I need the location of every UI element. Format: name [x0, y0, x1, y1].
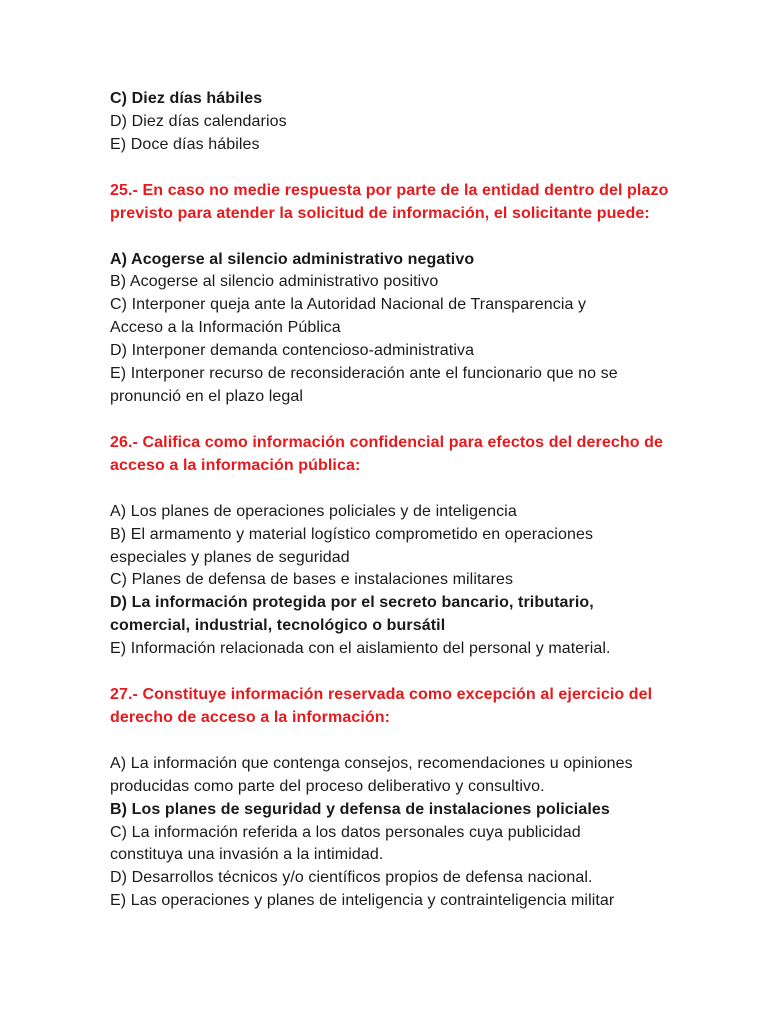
option-line: pronunció en el plazo legal	[110, 387, 304, 405]
option-line: A) Acogerse al silencio administrativo negativo	[110, 250, 475, 268]
option-line: B) El armamento y material logístico comprometido en operaciones	[110, 525, 594, 543]
option-line: A) La información que contenga consejos, recomendaciones u opiniones	[110, 754, 633, 772]
option-line: producidas como parte del proceso deliberativo y consultivo.	[110, 777, 545, 795]
option-line: B) Los planes de seguridad y defensa de instalaciones policiales	[110, 800, 610, 818]
spacer	[110, 226, 670, 249]
option-line: C) La información referida a los datos personales cuya publicidad	[110, 823, 581, 841]
question-text: previsto para atender la solicitud de información, el solicitante puede:	[110, 204, 650, 222]
option-line: D) Interponer demanda contencioso-administrativa	[110, 342, 475, 360]
option-line: C) Planes de defensa de bases e instalaciones militares	[110, 571, 514, 589]
spacer	[110, 730, 670, 753]
question-text: 26.- Califica como información confidencial para efectos del derecho de	[110, 433, 664, 451]
spacer	[110, 157, 670, 180]
previous-question-options	[110, 88, 670, 157]
option-line: E) Interponer recurso de reconsideración ante el funcionario que no se	[110, 365, 618, 383]
spacer	[110, 661, 670, 684]
option-line: constituya una invasión a la intimidad.	[110, 846, 384, 864]
question-text: derecho de acceso a la información:	[110, 708, 391, 726]
option-line: A) Los planes de operaciones policiales y de inteligencia	[110, 502, 517, 520]
option-line: C) Diez días hábiles	[110, 90, 263, 107]
option-line: C) Interponer queja ante la Autoridad Nacional de Transparencia y	[110, 296, 587, 314]
spacer	[110, 478, 670, 501]
option-line: D) Desarrollos técnicos y/o científicos propios de defensa nacional.	[110, 869, 593, 887]
option-line: comercial, industrial, tecnológico o bursátil	[110, 617, 446, 635]
option-line: especiales y planes de seguridad	[110, 548, 350, 566]
option-line: B) Acogerse al silencio administrativo positivo	[110, 273, 439, 291]
question-text: 27.- Constituye información reservada como excepción al ejercicio del	[110, 686, 653, 704]
option-line: D) Diez días calendarios	[110, 112, 287, 130]
document-page	[110, 88, 670, 913]
option-line: Acceso a la Información Pública	[110, 319, 341, 337]
question-text: 25.- En caso no medie respuesta por parte de la entidad dentro del plazo	[110, 181, 669, 199]
option-line: E) Información relacionada con el aislamiento del personal y material.	[110, 640, 611, 658]
option-line: E) Doce días hábiles	[110, 135, 260, 153]
option-line: E) Las operaciones y planes de inteligencia y contrainteligencia militar	[110, 892, 615, 910]
spacer	[110, 409, 670, 432]
question-text: acceso a la información pública:	[110, 456, 361, 474]
question-block	[110, 684, 670, 913]
question-block	[110, 432, 670, 661]
option-line: D) La información protegida por el secreto bancario, tributario,	[110, 594, 594, 612]
question-block	[110, 180, 670, 409]
